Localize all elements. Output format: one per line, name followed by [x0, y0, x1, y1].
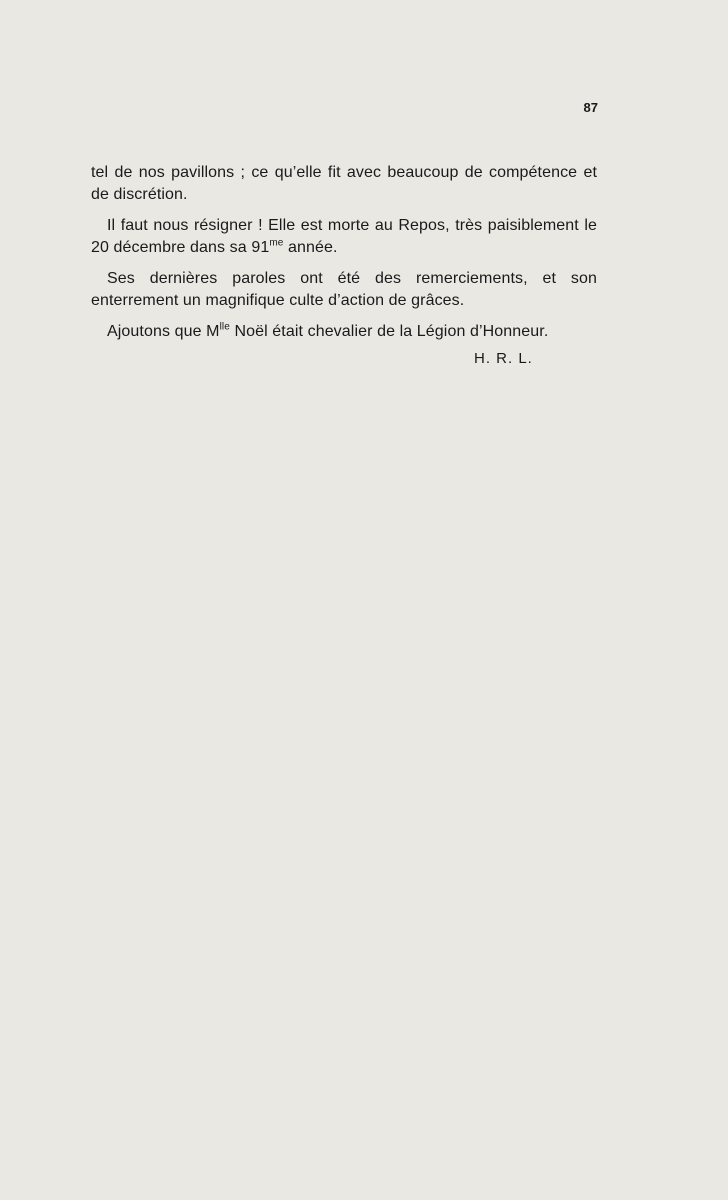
signature-initials: H. R. L.: [474, 350, 533, 367]
paragraph-2-tail: année.: [283, 239, 338, 256]
paragraph-3: [91, 268, 597, 312]
paragraph-2-text: Il faut nous résigner ! Elle est morte au Repos, très paisiblement le 20 décembre dans sa 91: [91, 217, 597, 256]
paragraph-3-text: Ses dernières paroles ont été des remerciements, et son enterrement un magnifique culte d’action de grâces.: [91, 270, 597, 309]
paragraph-2-superscript: me: [269, 237, 284, 249]
body-text: [91, 162, 597, 352]
paragraph-1-text: tel de nos pavillons ; ce qu’elle fit avec beaucoup de compétence et de discrétion.: [91, 164, 597, 203]
paragraph-1: [91, 162, 597, 206]
reverse-side-bleed-through: [60, 430, 700, 456]
paragraph-4-superscript: lle: [219, 321, 230, 333]
paragraph-2: [91, 215, 597, 259]
paragraph-4-text: Noël était chevalier de la Légion d’Honneur.: [229, 323, 549, 340]
paragraph-4-prefix: Ajoutons que M: [107, 323, 220, 340]
page-number: 87: [583, 100, 598, 115]
paragraph-4: [91, 321, 597, 343]
